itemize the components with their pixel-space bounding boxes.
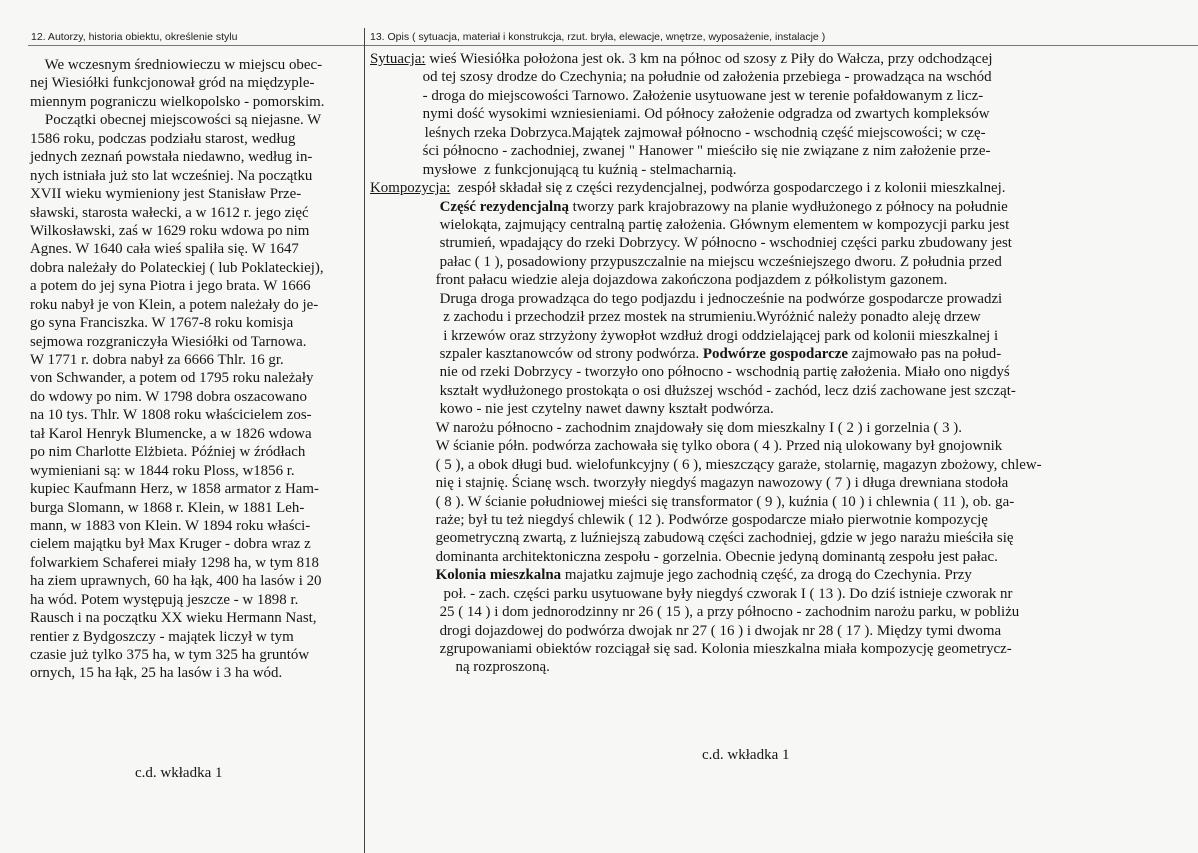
- line-text: ( 5 ), a obok długi bud. wielofunkcyjny ( 6 ), mieszczący garaże, stolarnię, magazyn zbożowy, chlew-: [435, 456, 1042, 473]
- section-label: Sytuacja:: [370, 51, 426, 67]
- line-text: kowo - nie jest czytelny nawet dawny kształt podwórza.: [439, 401, 774, 418]
- line-text: wielokąta, zajmujący centralną partię założenia. Głównym elementem w kompozycji parku jest: [439, 216, 1010, 233]
- history-line: ha ziem uprawnych, 60 ha łąk, 400 ha lasów i 20: [30, 573, 322, 590]
- description-line: [370, 640, 1195, 658]
- left-header-rule: [28, 45, 364, 46]
- line-text: W ścianie półn. podwórza zachowała się tylko obora ( 4 ). Przed nią ulokowany był gnojownik: [435, 438, 1003, 455]
- description-line: [370, 68, 1195, 86]
- history-line: sławski, starosta wałecki, a w 1612 r. jego zięć: [30, 204, 309, 221]
- history-line: nych istniała już sto lat wcześniej. Na początku: [30, 167, 313, 184]
- line-text: ną rozproszoną.: [455, 659, 550, 676]
- line-text: z zachodu i przechodził przez mostek na strumieniu.Wyróżnić należy ponadto aleję drzew: [439, 309, 981, 326]
- description-text-column: [370, 50, 1198, 677]
- history-line: ha wód. Potem występują jeszcze - w 1898 r.: [30, 591, 299, 608]
- description-line: [370, 529, 1195, 547]
- line-text: dominanta architektoniczna zespołu - gorzelnia. Obecnie jedyną dominantą zespołu jest pałac.: [435, 548, 998, 565]
- description-line: [370, 511, 1195, 529]
- line-text: strumień, wpadający do rzeki Dobrzycy. W północno - wschodniej części parku zbudowany jest: [439, 235, 1012, 252]
- history-text-column: [30, 56, 364, 683]
- line-text: zespół składał się z części rezydencjalnej, podwórza gospodarczego i z kolonii mieszkalnej.: [450, 180, 1006, 197]
- description-line: [370, 658, 1195, 676]
- history-line: tał Karol Henryk Blumencke, a w 1826 wdowa: [30, 425, 312, 442]
- description-line: [370, 363, 1195, 381]
- description-line: [370, 290, 1195, 308]
- line-text: ( 8 ). W ścianie południowej mieści się transformator ( 9 ), kuźnia ( 10 ) i chlewnia ( 11 ), ob. ga-: [435, 493, 1015, 510]
- history-line: sejmowa rozgraniczyła Wiesiółki od Tarnowa.: [30, 333, 307, 350]
- description-line: [370, 308, 1195, 326]
- history-line: a potem do jej syna Piotra i jego brata. W 1666: [30, 278, 311, 295]
- right-header-rule: [365, 45, 1198, 46]
- line-text: raże; był tu też niegdyś chlewik ( 12 ). Podwórze gospodarcze miało pierwotnie kompozycję: [435, 511, 988, 528]
- history-line: Rausch i na początku XX wieku Hermann Nast,: [30, 610, 317, 627]
- history-line: na 10 tys. Thlr. W 1808 roku właścicielem zos-: [30, 407, 312, 424]
- line-text: nymi dość wysokimi wzniesieniami. Od północy założenie odgradza od zwartych kompleksów: [422, 106, 990, 123]
- history-line: cielem majątku był Max Kruger - dobra wraz z: [30, 536, 311, 553]
- history-line: Początki obecnej miejscowości są niejasne. W: [30, 112, 322, 129]
- description-line: [370, 493, 1195, 511]
- line-text: szpaler kasztanowców od strony podwórza.: [439, 346, 703, 362]
- history-line: Agnes. W 1640 cała wieś spaliła się. W 1647: [30, 241, 299, 258]
- history-line: miennym pograniczu wielkopolsko - pomorskim.: [30, 93, 325, 110]
- left-continuation-note: c.d. wkładka 1: [135, 765, 223, 781]
- description-line: [370, 474, 1195, 492]
- line-text: kształt wydłużonego prostokąta o osi dłuższej wschód - zachód, lecz dziś zachowane jest szcząt-: [439, 382, 1016, 399]
- history-line: Wilkosławski, zaś w 1629 roku wdowa po nim: [30, 222, 310, 239]
- column-divider: [364, 28, 365, 853]
- section-label: Kompozycja:: [370, 180, 451, 197]
- line-text: leśnych rzeka Dobrzyca.Majątek zajmował północno - wschodnią część miejscowości; w czę-: [424, 124, 986, 141]
- line-text: majatku zajmuje jego zachodnią część, za drogą do Czechynia. Przy: [561, 567, 972, 584]
- line-text: zajmowało pas na połud-: [847, 346, 1002, 362]
- history-line: po nim Charlotte Elżbieta. Później w źródłach: [30, 444, 306, 461]
- line-text: W narożu północno - zachodnim znajdowały się dom mieszkalny I ( 2 ) i gorzelnia ( 3 ).: [435, 419, 962, 436]
- line-text: nię i stajnię. Ścianę wsch. tworzyły niegdyś magazyn nawozowy ( 7 ) i długa drewniana stodoła: [435, 475, 1009, 492]
- history-line: ornych, 15 ha łąk, 25 ha lasów i 3 ha wód.: [30, 665, 283, 682]
- section-13-header: 13. Opis ( sytuacja, materiał i konstrukcja, rzut. bryła, elewacje, wnętrze, wyposażenie, instalacje ): [370, 31, 826, 43]
- description-line: [370, 622, 1195, 640]
- line-text: nie od rzeki Dobrzycy - tworzyło ono północno - wschodnią partię założenia. Miało ono nigdyś: [439, 364, 1010, 381]
- bold-heading: Część rezydencjalną: [439, 198, 569, 215]
- section-12-header: 12. Autorzy, historia obiektu, określenie stylu: [31, 31, 238, 43]
- description-line: [370, 382, 1195, 400]
- line-text: 25 ( 14 ) i dom jednorodzinny nr 26 ( 15 ), a przy północno - zachodnim narożu parku, w pobliżu: [439, 604, 1020, 621]
- line-text: od tej szosy drodze do Czechynia; na południe od założenia przebiega - prowadząca na wschód: [422, 69, 992, 86]
- line-text: poł. - zach. części parku usytuowane były niegdyś czworak I ( 13 ). Do dziś istnieje czworak nr: [443, 585, 1013, 602]
- description-line: [370, 400, 1195, 418]
- history-line: von Schwander, a potem od 1795 roku należały: [30, 370, 314, 387]
- history-line: kupiec Kaufmann Herz, w 1858 armator z Ham-: [30, 481, 319, 498]
- description-line: [370, 142, 1195, 160]
- description-line: [370, 50, 1195, 68]
- description-line: [370, 271, 1195, 289]
- history-line: go syna Franciszka. W 1767-8 roku komisja: [30, 315, 294, 332]
- line-text: pałac ( 1 ), posadowiony przypuszczalnie na miejscu wcześniejszego dworu. Z południa przed: [439, 253, 1002, 270]
- description-line: [370, 437, 1195, 455]
- line-text: front pałacu wiedzie aleja dojazdowa zakończona podjazdem z półkolistym gazonem.: [435, 272, 948, 289]
- description-line: [370, 253, 1195, 271]
- description-line: [370, 566, 1195, 584]
- line-text: Druga droga prowadząca do tego podjazdu i jednocześnie na podwórze gospodarcze prowadzi: [439, 290, 1003, 307]
- right-continuation-note: c.d. wkładka 1: [702, 747, 790, 763]
- history-line: do wdowy po nim. W 1798 dobra oszacowano: [30, 388, 307, 405]
- description-line: [370, 105, 1195, 123]
- history-line: XVII wieku wymieniony jest Stanisław Prze-: [30, 186, 302, 203]
- history-line: mann, w 1883 von Klein. W 1894 roku właści-: [30, 517, 311, 534]
- history-line: burga Slomann, w 1868 r. Klein, w 1881 Leh-: [30, 499, 305, 516]
- description-line: [370, 124, 1195, 142]
- line-text: drogi dojazdowej do podwórza dwojak nr 27 ( 16 ) i dwojak nr 28 ( 17 ). Między tymi dwoma: [439, 622, 1002, 639]
- description-line: [370, 419, 1195, 437]
- line-text: zgrupowaniami obiektów rozciągał się sad. Kolonia mieszkalna miała kompozycję geometrycz-: [439, 641, 1012, 657]
- history-line: 1586 roku, podczas podziału starost, według: [30, 130, 296, 147]
- history-line: wymieniani są: w 1844 roku Ploss, w1856 r.: [30, 462, 295, 479]
- description-line: [370, 198, 1195, 216]
- description-line: [370, 179, 1195, 197]
- line-text: - droga do miejscowości Tarnowo. Założenie usytuowane jest w terenie pofałdowanym z licz-: [422, 87, 984, 104]
- line-text: tworzy park krajobrazowy na planie wydłużonego z północy na południe: [568, 198, 1008, 215]
- description-line: [370, 234, 1195, 252]
- history-line: We wczesnym średniowieczu w miejscu obec-: [30, 57, 323, 73]
- line-text: ści północno - zachodniej, zwanej " Hanower " mieściło się nie związane z nim założenie prze-: [422, 143, 991, 160]
- bold-heading: Podwórze gospodarcze: [702, 346, 848, 362]
- description-line: [370, 456, 1195, 474]
- history-line: folwarkiem Schaferei miały 1298 ha, w tym 818: [30, 554, 320, 571]
- history-line: nej Wiesiółki funkcjonował gród na międzyple-: [30, 75, 315, 92]
- line-text: geometryczną zwartą, z luźniejszą zabudową części zachodniej, gdzie w jego narażu mieściła się: [435, 530, 1014, 547]
- description-line: [370, 585, 1195, 603]
- history-line: czasie już tylko 375 ha, w tym 325 ha gruntów: [30, 647, 310, 663]
- description-line: [370, 548, 1195, 566]
- line-text: i krzewów oraz strzyżony żywopłot wzdłuż drogi oddzielającej park od kolonii mieszkalnej i: [439, 327, 999, 344]
- bold-heading: Kolonia mieszkalna: [435, 567, 562, 584]
- description-line: [370, 87, 1195, 105]
- description-line: [370, 216, 1195, 234]
- history-line: dobra należały do Polateckiej ( lub Poklateckiej),: [30, 259, 324, 276]
- description-line: [370, 327, 1195, 345]
- description-line: [370, 345, 1195, 363]
- history-line: jednych zeznań powstała niedawno, według in-: [30, 149, 313, 166]
- history-line: rentier z Bydgoszczy - majątek liczył w tym: [30, 628, 294, 645]
- line-text: wieś Wiesiółka położona jest ok. 3 km na północ od szosy z Piły do Wałcza, przy odchodzącej: [425, 51, 993, 67]
- history-line: W 1771 r. dobra nabył za 6666 Thlr. 16 gr.: [30, 352, 284, 368]
- description-line: [370, 603, 1195, 621]
- history-line: roku nabył je von Klein, a potem należały do je-: [30, 296, 319, 313]
- description-line: [370, 161, 1195, 179]
- line-text: mysłowe z funkcjonującą tu kuźnią - stelmacharnią.: [422, 161, 737, 178]
